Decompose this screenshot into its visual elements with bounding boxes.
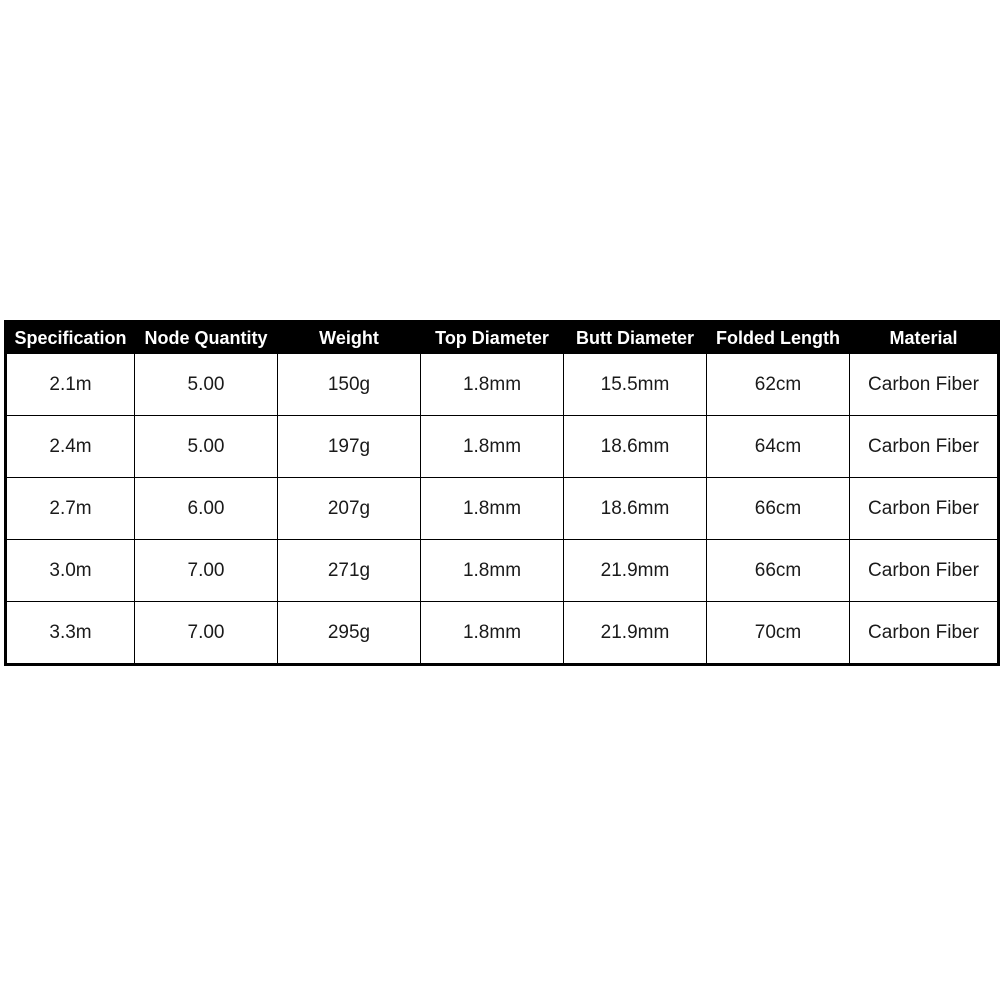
cell-weight: 197g (278, 416, 421, 478)
table-row (6, 354, 999, 416)
cell-weight: 150g (278, 354, 421, 416)
cell-top-diameter: 1.8mm (421, 540, 564, 602)
header-row (6, 322, 999, 354)
cell-top-diameter: 1.8mm (421, 602, 564, 665)
specification-table (4, 320, 1000, 666)
cell-top-diameter: 1.8mm (421, 416, 564, 478)
cell-node-quantity: 5.00 (135, 354, 278, 416)
cell-folded-length: 64cm (707, 416, 850, 478)
cell-specification: 2.7m (6, 478, 135, 540)
header-butt-diameter: Butt Diameter (564, 322, 707, 354)
cell-butt-diameter: 21.9mm (564, 602, 707, 665)
cell-node-quantity: 7.00 (135, 540, 278, 602)
header-top-diameter: Top Diameter (421, 322, 564, 354)
cell-weight: 207g (278, 478, 421, 540)
cell-material: Carbon Fiber (850, 602, 999, 665)
cell-folded-length: 62cm (707, 354, 850, 416)
cell-specification: 3.0m (6, 540, 135, 602)
cell-specification: 2.1m (6, 354, 135, 416)
cell-node-quantity: 7.00 (135, 602, 278, 665)
cell-top-diameter: 1.8mm (421, 478, 564, 540)
cell-weight: 271g (278, 540, 421, 602)
table-header (6, 322, 999, 354)
cell-specification: 3.3m (6, 602, 135, 665)
cell-top-diameter: 1.8mm (421, 354, 564, 416)
cell-material: Carbon Fiber (850, 540, 999, 602)
cell-material: Carbon Fiber (850, 354, 999, 416)
cell-butt-diameter: 21.9mm (564, 540, 707, 602)
cell-folded-length: 70cm (707, 602, 850, 665)
table-body (6, 354, 999, 665)
cell-specification: 2.4m (6, 416, 135, 478)
table-row (6, 416, 999, 478)
cell-butt-diameter: 18.6mm (564, 478, 707, 540)
header-specification: Specification (6, 322, 135, 354)
cell-butt-diameter: 18.6mm (564, 416, 707, 478)
cell-material: Carbon Fiber (850, 416, 999, 478)
header-folded-length: Folded Length (707, 322, 850, 354)
table-row (6, 540, 999, 602)
header-material: Material (850, 322, 999, 354)
header-node-quantity: Node Quantity (135, 322, 278, 354)
table-row (6, 602, 999, 665)
header-weight: Weight (278, 322, 421, 354)
cell-folded-length: 66cm (707, 478, 850, 540)
table-row (6, 478, 999, 540)
cell-weight: 295g (278, 602, 421, 665)
cell-material: Carbon Fiber (850, 478, 999, 540)
cell-node-quantity: 6.00 (135, 478, 278, 540)
cell-node-quantity: 5.00 (135, 416, 278, 478)
cell-butt-diameter: 15.5mm (564, 354, 707, 416)
cell-folded-length: 66cm (707, 540, 850, 602)
